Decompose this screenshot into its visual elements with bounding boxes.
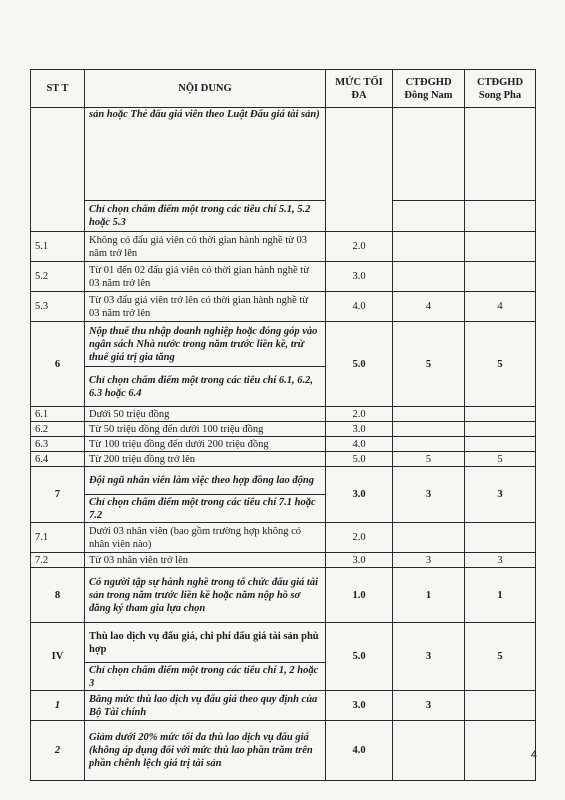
table-row: [31, 108, 536, 201]
row-content: Nộp thuế thu nhập doanh nghiệp hoặc đóng góp vào ngân sách Nhà nước trong năm trước liền kề, trừ thuế giá trị gia tăng: [85, 322, 326, 367]
row-max: 3.0: [326, 553, 393, 568]
row-stt: 5.1: [31, 232, 85, 262]
row-stt: 5.2: [31, 262, 85, 292]
row-dong-nam: [393, 437, 465, 452]
row-content: Thù lao dịch vụ đấu giá, chi phí đấu giá tài sản phù hợp: [85, 623, 326, 663]
row-max: 2.0: [326, 407, 393, 422]
row-dong-nam: 1: [393, 568, 465, 623]
row-song-pha: [465, 201, 536, 232]
row-stt: 8: [31, 568, 85, 623]
row-max: 4.0: [326, 437, 393, 452]
page-number: 4: [530, 749, 537, 761]
table-row: [31, 721, 536, 781]
row-dong-nam: 3: [393, 553, 465, 568]
row-content: Từ 100 triệu đồng đến dưới 200 triệu đồng: [85, 437, 326, 452]
row-song-pha: 1: [465, 568, 536, 623]
row-max: 5.0: [326, 322, 393, 407]
table-row: [31, 523, 536, 553]
row-stt: IV: [31, 623, 85, 691]
row-song-pha: [465, 262, 536, 292]
table-row: [31, 407, 536, 422]
row-stt: 6: [31, 322, 85, 407]
header-dong-nam: CTĐGHD Đông Nam: [393, 70, 465, 108]
row-content: Từ 200 triệu đồng trở lên: [85, 452, 326, 467]
row-max: 1.0: [326, 568, 393, 623]
row-stt: 1: [31, 691, 85, 721]
row-content: Dưới 50 triệu đồng: [85, 407, 326, 422]
row-dong-nam: [393, 108, 465, 201]
row-dong-nam: 3: [393, 623, 465, 691]
header-song-pha: CTĐGHD Song Pha: [465, 70, 536, 108]
row-stt: 6.3: [31, 437, 85, 452]
row-content: Chỉ chọn chấm điểm một trong các tiêu chí 1, 2 hoặc 3: [85, 663, 326, 691]
row-song-pha: 4: [465, 292, 536, 322]
row-dong-nam: [393, 422, 465, 437]
row-max: 4.0: [326, 721, 393, 781]
row-max: [326, 108, 393, 232]
scoring-table: [30, 69, 536, 781]
header-muc-toi-da: MỨC TỐI ĐA: [326, 70, 393, 108]
table-row: [31, 467, 536, 495]
row-dong-nam: [393, 201, 465, 232]
row-song-pha: [465, 108, 536, 201]
row-dong-nam: [393, 407, 465, 422]
row-song-pha: 5: [465, 623, 536, 691]
row-song-pha: [465, 232, 536, 262]
row-content: Từ 50 triệu đồng đến dưới 100 triệu đồng: [85, 422, 326, 437]
row-stt: 6.2: [31, 422, 85, 437]
row-max: 5.0: [326, 452, 393, 467]
row-content: Chỉ chọn chấm điểm một trong các tiêu chí 7.1 hoặc 7.2: [85, 495, 326, 523]
row-dong-nam: [393, 262, 465, 292]
row-song-pha: 5: [465, 322, 536, 407]
row-stt: 6.4: [31, 452, 85, 467]
row-max: 3.0: [326, 691, 393, 721]
row-song-pha: [465, 523, 536, 553]
table-row: [31, 292, 536, 322]
header-noi-dung: NỘI DUNG: [85, 70, 326, 108]
row-song-pha: 3: [465, 467, 536, 523]
row-content: Đội ngũ nhân viên làm việc theo hợp đồng lao động: [85, 467, 326, 495]
row-content: Không có đấu giá viên có thời gian hành nghề từ 03 năm trở lên: [85, 232, 326, 262]
row-content: Từ 03 đấu giá viên trở lên có thời gian hành nghề từ 03 năm trở lên: [85, 292, 326, 322]
table-row: [31, 691, 536, 721]
row-content: Có người tập sự hành nghề trong tổ chức đấu giá tài sản trong năm trước liền kề hoặc năm nộp hồ sơ đăng ký tham gia lựa chọn: [85, 568, 326, 623]
row-max: 2.0: [326, 523, 393, 553]
row-song-pha: 5: [465, 452, 536, 467]
row-song-pha: [465, 407, 536, 422]
row-content: Chỉ chọn chấm điểm một trong các tiêu chí 5.1, 5.2 hoặc 5.3: [85, 201, 326, 232]
row-song-pha: [465, 721, 536, 781]
row-dong-nam: [393, 523, 465, 553]
row-stt: 2: [31, 721, 85, 781]
row-song-pha: [465, 422, 536, 437]
row-dong-nam: 5: [393, 322, 465, 407]
row-max: 4.0: [326, 292, 393, 322]
table-row: [31, 437, 536, 452]
table-row: [31, 623, 536, 663]
row-dong-nam: 4: [393, 292, 465, 322]
header-row: [31, 70, 536, 108]
table-row: [31, 201, 536, 232]
row-stt: 7: [31, 467, 85, 523]
row-dong-nam: 5: [393, 452, 465, 467]
row-song-pha: 3: [465, 553, 536, 568]
row-content: Giảm dưới 20% mức tối đa thù lao dịch vụ đấu giá (không áp dụng đối với mức thù lao phần trăm trên phần chênh lệch giá trị tài sản: [85, 721, 326, 781]
table-row: [31, 568, 536, 623]
table-row: [31, 553, 536, 568]
table-row: [31, 452, 536, 467]
header-stt: ST T: [31, 70, 85, 108]
table-row: [31, 322, 536, 367]
row-stt: [31, 108, 85, 232]
row-content: sản hoặc Thẻ đấu giá viên theo Luật Đấu giá tài sản): [85, 108, 326, 201]
row-dong-nam: 3: [393, 691, 465, 721]
row-max: 3.0: [326, 467, 393, 523]
row-max: 3.0: [326, 262, 393, 292]
row-content: Từ 03 nhân viên trở lên: [85, 553, 326, 568]
table-row: [31, 262, 536, 292]
row-max: 3.0: [326, 422, 393, 437]
row-max: 2.0: [326, 232, 393, 262]
row-song-pha: [465, 691, 536, 721]
row-max: 5.0: [326, 623, 393, 691]
row-stt: 6.1: [31, 407, 85, 422]
row-song-pha: [465, 437, 536, 452]
row-dong-nam: [393, 232, 465, 262]
table-row: [31, 422, 536, 437]
row-content: Dưới 03 nhân viên (bao gồm trường hợp không có nhân viên nào): [85, 523, 326, 553]
row-content: Từ 01 đến 02 đấu giá viên có thời gian hành nghề từ 03 năm trở lên: [85, 262, 326, 292]
row-dong-nam: [393, 721, 465, 781]
row-content: Bằng mức thù lao dịch vụ đấu giá theo quy định của Bộ Tài chính: [85, 691, 326, 721]
row-stt: 7.2: [31, 553, 85, 568]
row-content: Chỉ chọn chấm điểm một trong các tiêu chí 6.1, 6.2, 6.3 hoặc 6.4: [85, 367, 326, 407]
row-stt: 5.3: [31, 292, 85, 322]
row-stt: 7.1: [31, 523, 85, 553]
row-dong-nam: 3: [393, 467, 465, 523]
table-row: [31, 232, 536, 262]
